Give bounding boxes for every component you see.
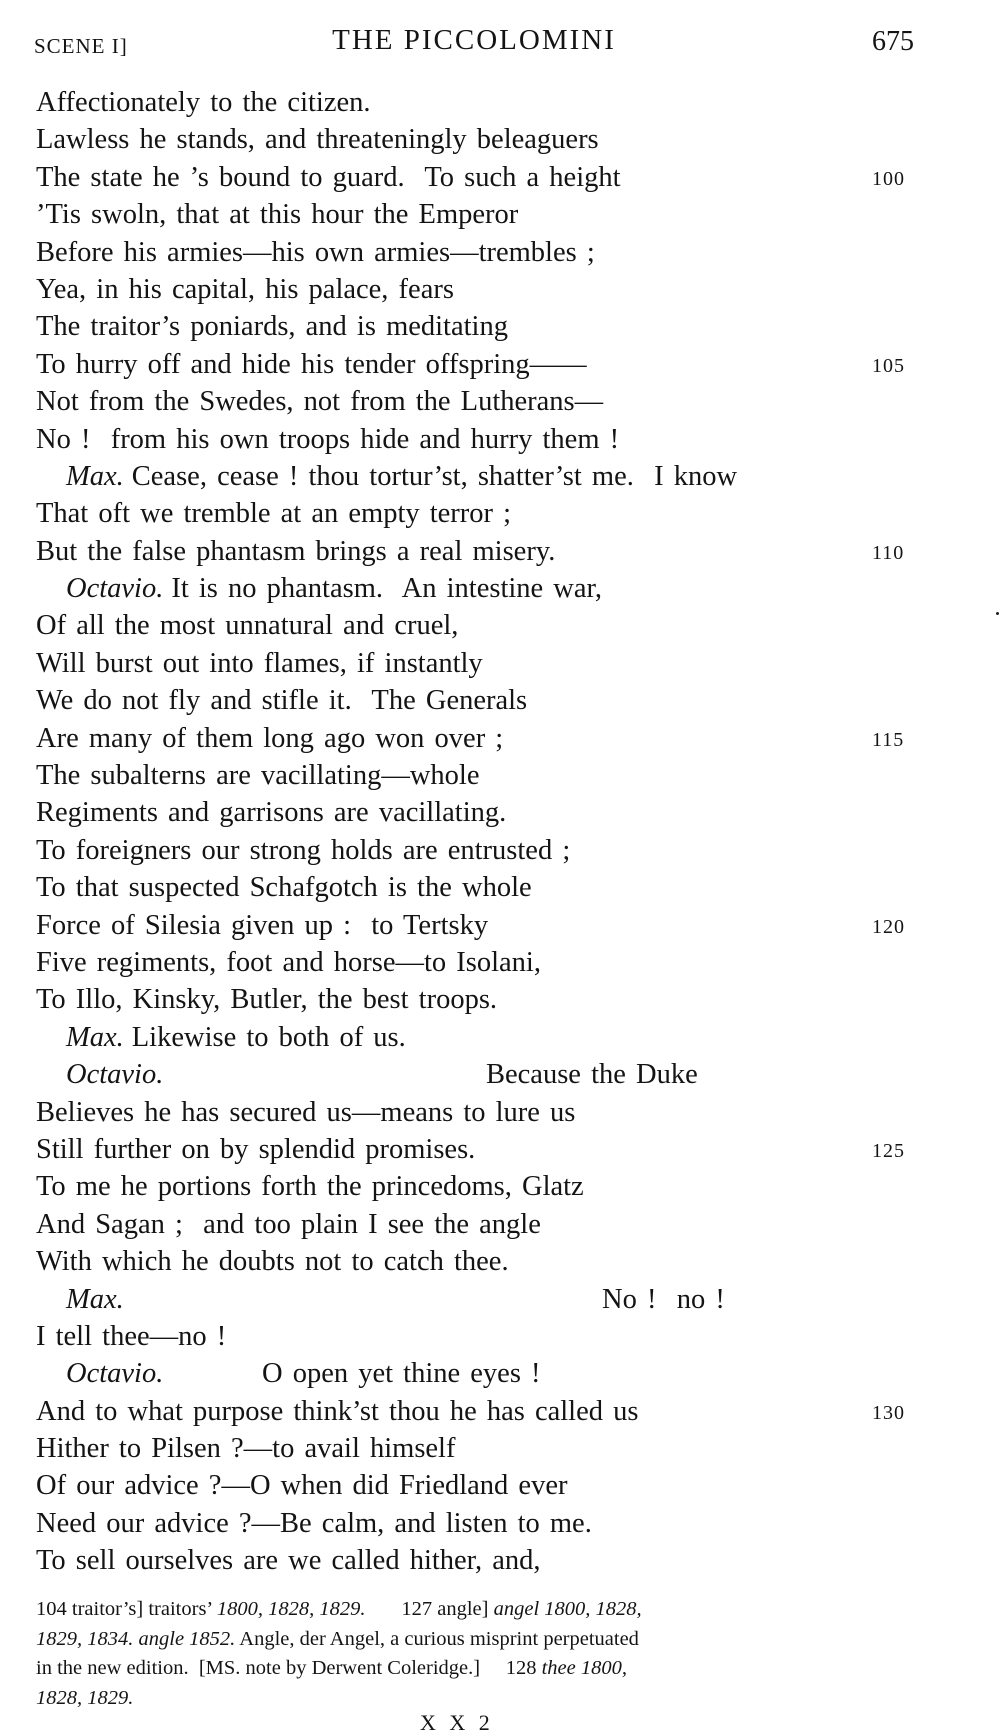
verse-text-line: With which he doubts not to catch thee.: [36, 1246, 509, 1278]
signature-mark: X X 2: [420, 1712, 494, 1730]
verse-line: [36, 308, 916, 345]
verse-line: [36, 645, 916, 682]
line-number: 130: [872, 1401, 905, 1424]
verse-text-line: It is no phantasm. An intestine war,: [171, 573, 603, 605]
verse-line: [36, 1168, 916, 1205]
verse-text-line: Likewise to both of us.: [131, 1021, 406, 1053]
line-number: 100: [872, 167, 905, 190]
verse-text-line: To Illo, Kinsky, Butler, the best troops.: [36, 984, 498, 1016]
verse-text-line: The traitor’s poniards, and is meditating: [36, 311, 508, 343]
speech-continuation: No ! no !: [602, 1283, 725, 1315]
verse-line: [36, 794, 916, 831]
speaker-name: Octavio.: [66, 1059, 164, 1091]
verse-text-line: Will burst out into flames, if instantly: [36, 647, 483, 679]
verse-text-line: Believes he has secured us—means to lure us: [36, 1096, 576, 1128]
verse-line: [36, 682, 916, 719]
verse-text-line: Affectionately to the citizen.: [36, 87, 371, 118]
verse-text-line: That oft we tremble at an empty terror ;: [36, 498, 512, 530]
speaker-name: Octavio.: [66, 573, 164, 605]
verse-line: [36, 907, 916, 944]
verse-text-line: Cease, cease ! thou tortur’st, shatter’st me. I know: [131, 460, 738, 492]
verse-text-line: We do not fly and stifle it. The Generals: [36, 685, 528, 717]
verse-line: [36, 1281, 916, 1318]
line-number: 105: [872, 354, 905, 377]
verse-line: [36, 1430, 916, 1467]
line-number: 110: [872, 541, 905, 564]
scene-label: SCENE I]: [34, 34, 128, 58]
verse-line: [36, 196, 916, 233]
verse-text-line: ’Tis swoln, that at this hour the Emperor: [36, 199, 519, 231]
verse-line: [36, 832, 916, 869]
footnote-line: 1829, 1834. angle 1852. Angle, der Angel, a curious misprint perpetuated: [36, 1627, 639, 1650]
verse-text-line: To me he portions forth the princedoms, Glatz: [36, 1171, 584, 1203]
verse-line: [36, 1094, 916, 1131]
verse-line: [36, 981, 916, 1018]
verse-line: [36, 495, 916, 532]
verse-line: [36, 720, 916, 757]
verse-line: [36, 1393, 916, 1430]
verse-text-line: Before his armies—his own armies—trembles ;: [36, 236, 595, 268]
verse-line: [36, 1467, 916, 1504]
verse-text-line: To hurry off and hide his tender offspring——: [36, 348, 587, 380]
verse-text-line: Still further on by splendid promises.: [36, 1133, 476, 1165]
verse-text-line: Need our advice ?—Be calm, and listen to me.: [36, 1507, 592, 1539]
speaker-name: Max.: [66, 1283, 124, 1315]
verse-text-line: The state he ’s bound to guard. To such a height: [36, 161, 621, 193]
verse-text-line: Yea, in his capital, his palace, fears: [36, 273, 454, 305]
verse-line: [36, 383, 916, 420]
verse-line: [36, 1542, 916, 1579]
speaker-name: Max.: [66, 1021, 124, 1053]
verse-line: [36, 1206, 916, 1243]
verse-line: [36, 1505, 916, 1542]
verse-line: [36, 944, 916, 981]
page-title: THE PICCOLOMINI: [332, 24, 616, 56]
verse-text-line: Lawless he stands, and threateningly beleaguers: [36, 124, 599, 156]
speech-continuation: Because the Duke: [486, 1059, 698, 1091]
verse-text-line: Of all the most unnatural and cruel,: [36, 610, 459, 642]
verse-text-line: Hither to Pilsen ?—to avail himself: [36, 1433, 456, 1465]
verse-line: [36, 458, 916, 495]
speech-continuation: O open yet thine eyes !: [262, 1358, 541, 1390]
verse-text: [36, 84, 916, 1580]
verse-line: [36, 1131, 916, 1168]
verse-text-line: Force of Silesia given up : to Tertsky: [36, 909, 489, 941]
verse-text-line: To sell ourselves are we called hither, and,: [36, 1545, 541, 1577]
verse-line: [36, 1355, 916, 1392]
verse-text-line: Are many of them long ago won over ;: [36, 722, 504, 754]
verse-line: [36, 159, 916, 196]
verse-line: [36, 869, 916, 906]
line-number: 120: [872, 915, 905, 938]
footnote-line: 104 traitor’s] traitors’ 1800, 1828, 1829. 127 angle] angel 1800, 1828,: [36, 1598, 642, 1620]
page-number: 675: [872, 26, 914, 57]
speaker-name: Max.: [66, 460, 124, 492]
verse-line: [36, 757, 916, 794]
footnote-line: 1828, 1829.: [36, 1686, 134, 1709]
verse-line: [36, 421, 916, 458]
verse-text-line: I tell thee—no !: [36, 1320, 227, 1352]
verse-line: [36, 84, 916, 121]
line-number: 115: [872, 728, 905, 751]
verse-line: [36, 1243, 916, 1280]
verse-text-line: And Sagan ; and too plain I see the angle: [36, 1208, 541, 1240]
footnotes: [36, 1595, 916, 1713]
verse-text-line: To that suspected Schafgotch is the whole: [36, 872, 532, 904]
verse-text-line: The subalterns are vacillating—whole: [36, 760, 480, 792]
line-number: 125: [872, 1139, 905, 1162]
verse-line: [36, 346, 916, 383]
verse-text-line: Of our advice ?—O when did Friedland ever: [36, 1470, 568, 1502]
speaker-name: Octavio.: [66, 1358, 164, 1390]
verse-line: [36, 533, 916, 570]
footnote-line: in the new edition. [MS. note by Derwent Coleridge.] 128 thee 1800,: [36, 1657, 627, 1679]
verse-line: [36, 607, 916, 644]
running-header: [34, 24, 914, 64]
verse-line: [36, 271, 916, 308]
verse-line: [36, 1019, 916, 1056]
verse-text-line: To foreigners our strong holds are entrusted ;: [36, 834, 571, 866]
verse-text-line: But the false phantasm brings a real misery.: [36, 535, 556, 567]
verse-line: [36, 1056, 916, 1093]
verse-line: [36, 1318, 916, 1355]
verse-text-line: And to what purpose think’st thou he has called us: [36, 1395, 639, 1427]
verse-text-line: Not from the Swedes, not from the Lutherans—: [36, 386, 604, 418]
verse-line: [36, 570, 916, 607]
page-speck: [996, 612, 999, 615]
verse-line: [36, 234, 916, 271]
verse-text-line: No ! from his own troops hide and hurry them !: [36, 423, 620, 455]
verse-text-line: Five regiments, foot and horse—to Isolani,: [36, 946, 541, 978]
verse-line: [36, 121, 916, 158]
verse-text-line: Regiments and garrisons are vacillating.: [36, 797, 507, 829]
